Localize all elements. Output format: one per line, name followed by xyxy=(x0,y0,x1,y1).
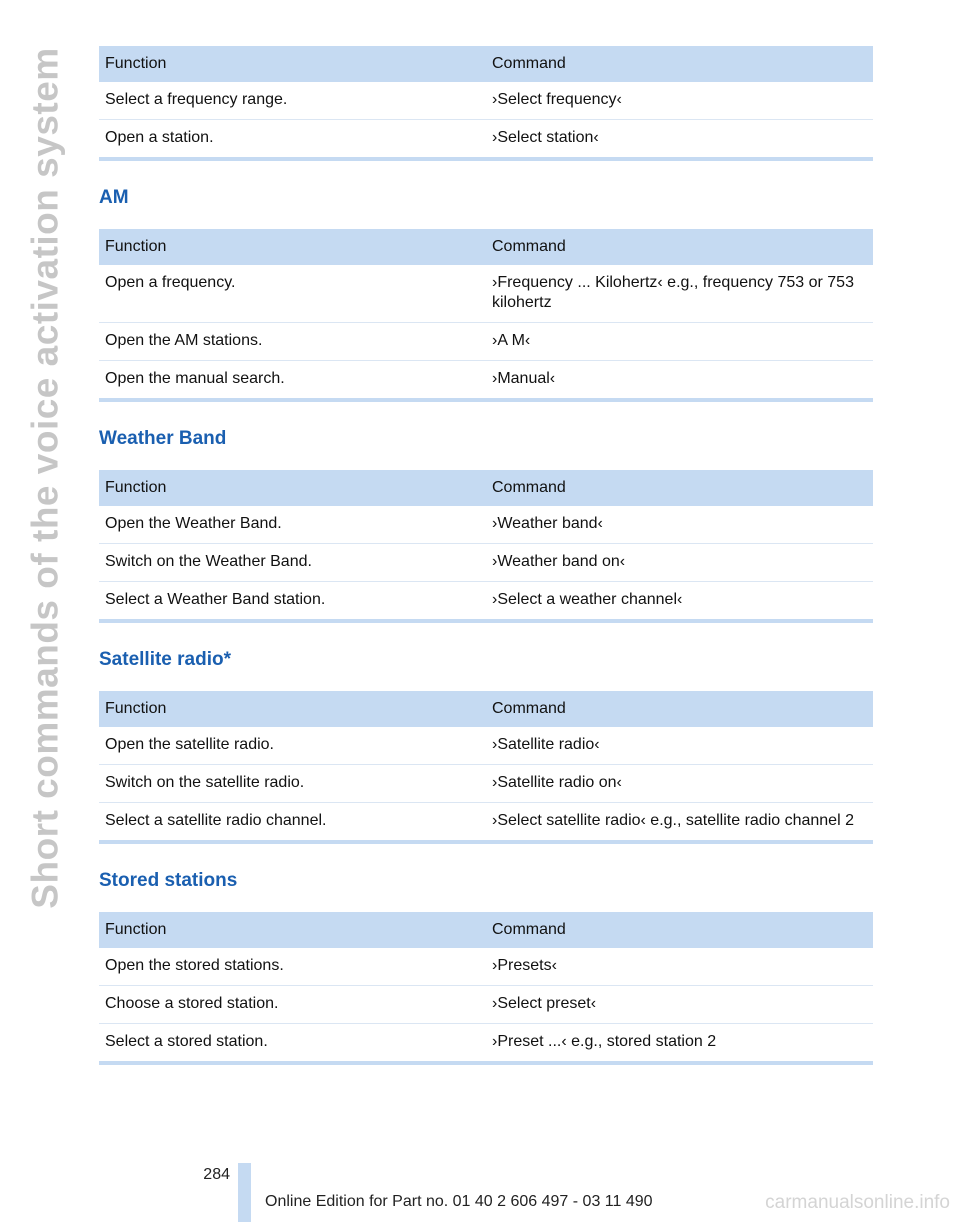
edition-line: Online Edition for Part no. 01 40 2 606 497 - 03 11 490 xyxy=(265,1193,653,1210)
header-function: Function xyxy=(99,470,486,506)
header-function: Function xyxy=(99,46,486,82)
function-cell: Switch on the satellite radio. xyxy=(99,765,486,803)
function-cell: Open the manual search. xyxy=(105,370,285,387)
command-cell: ›Select station‹ xyxy=(492,129,599,146)
command-cell: ›Frequency ... Kilohertz‹ e.g., frequency 753 or 753 kilohertz xyxy=(486,265,873,323)
command-cell: ›Select preset‹ xyxy=(486,986,873,1024)
function-cell: Select a frequency range. xyxy=(99,82,486,120)
section-heading: Weather Band xyxy=(99,428,227,449)
command-cell: ›Weather band on‹ xyxy=(486,544,873,582)
command-cell: ›Preset ...‹ e.g., stored station 2 xyxy=(492,1033,717,1050)
table-header-row xyxy=(99,229,873,265)
function-cell: Open the stored stations. xyxy=(99,948,486,986)
table-row xyxy=(99,323,873,361)
command-cell: ›Satellite radio‹ xyxy=(486,727,873,765)
function-cell: Open the satellite radio. xyxy=(99,727,486,765)
section-heading: Stored stations xyxy=(99,870,238,891)
table-row xyxy=(99,506,873,544)
command-cell: ›Presets‹ xyxy=(486,948,873,986)
header-command: Command xyxy=(486,691,873,727)
function-cell: Select a stored station. xyxy=(105,1033,268,1050)
command-cell: ›Select satellite radio‹ e.g., satellite radio channel 2 xyxy=(492,812,854,829)
command-table xyxy=(99,691,873,844)
table-header-row xyxy=(99,912,873,948)
table-row xyxy=(99,120,873,160)
table-row xyxy=(99,948,873,986)
header-function: Function xyxy=(99,912,486,948)
table-row xyxy=(99,986,873,1024)
function-cell: Select a satellite radio channel. xyxy=(105,812,327,829)
table-header-row xyxy=(99,691,873,727)
side-title xyxy=(22,44,70,912)
command-cell: ›Manual‹ xyxy=(492,370,556,387)
function-cell: Open the Weather Band. xyxy=(99,506,486,544)
table-row xyxy=(99,765,873,803)
table-row xyxy=(99,265,873,323)
table-header-row xyxy=(99,470,873,506)
command-table xyxy=(99,470,873,623)
table-header-row xyxy=(99,46,873,82)
function-cell: Choose a stored station. xyxy=(99,986,486,1024)
footer-bar xyxy=(238,1163,251,1222)
header-command: Command xyxy=(486,46,873,82)
header-function: Function xyxy=(99,691,486,727)
function-cell: Open a frequency. xyxy=(99,265,486,323)
command-cell: ›Select frequency‹ xyxy=(486,82,873,120)
table-row xyxy=(99,803,873,843)
function-cell: Switch on the Weather Band. xyxy=(99,544,486,582)
header-command: Command xyxy=(486,470,873,506)
function-cell: Open the AM stations. xyxy=(99,323,486,361)
section-heading: Satellite radio* xyxy=(99,649,231,670)
page-number: 284 xyxy=(203,1166,230,1183)
header-command: Command xyxy=(486,912,873,948)
function-cell: Select a Weather Band station. xyxy=(105,591,326,608)
table-row xyxy=(99,544,873,582)
header-function: Function xyxy=(99,229,486,265)
page-content xyxy=(99,46,873,1065)
command-cell: ›Select a weather channel‹ xyxy=(492,591,683,608)
section-heading: AM xyxy=(99,187,129,208)
table-row xyxy=(99,361,873,401)
table-row xyxy=(99,582,873,622)
side-title-text: Short commands of the voice activation system xyxy=(25,47,66,909)
table-row xyxy=(99,82,873,120)
header-command: Command xyxy=(486,229,873,265)
command-table xyxy=(99,912,873,1065)
command-cell: ›A M‹ xyxy=(486,323,873,361)
command-cell: ›Satellite radio on‹ xyxy=(486,765,873,803)
watermark: carmanualsonline.info xyxy=(765,1192,950,1213)
table-row xyxy=(99,1024,873,1064)
command-table xyxy=(99,46,873,161)
table-row xyxy=(99,727,873,765)
function-cell: Open a station. xyxy=(105,129,214,146)
command-cell: ›Weather band‹ xyxy=(486,506,873,544)
command-table xyxy=(99,229,873,402)
